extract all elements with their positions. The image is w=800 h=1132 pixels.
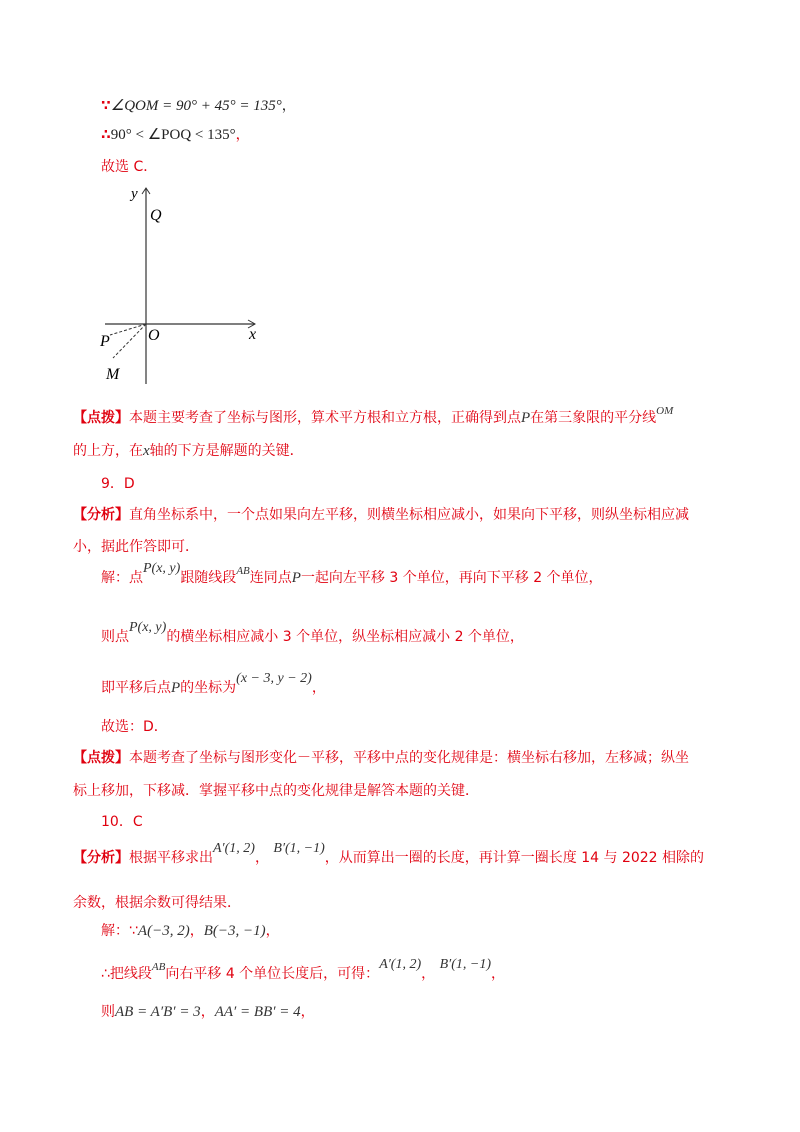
angle-poq-inequality: 90° < ∠POQ < 135°	[110, 127, 236, 143]
q10-analysis-line2: 余数，根据余数可得结果．	[73, 895, 241, 911]
separator: ，	[254, 850, 269, 866]
solution-text: 一起向左平移 3 个单位，再向下平移 2 个单位，	[300, 570, 603, 586]
a-prime-coordinate: A′(1, 2)	[379, 957, 422, 972]
solution-text: 跟随线段	[180, 570, 237, 586]
analysis-tag: 【分析】	[73, 507, 129, 523]
angle-qom-equation: ∠QOM = 90° + 45° = 135°	[110, 98, 282, 114]
solution-text: ，	[311, 680, 326, 696]
b-prime-coordinate: B′(1, −1)	[439, 957, 491, 972]
solution-text: 的坐标为	[180, 680, 237, 696]
separator: ，	[300, 1004, 315, 1020]
line-angle-poq	[101, 125, 250, 145]
segment-ab: AB	[151, 961, 166, 973]
origin-label: O	[148, 327, 160, 344]
solution-text: 解：点	[101, 570, 143, 586]
q9-solution-line3	[101, 671, 326, 699]
comment-text: 本题考查了坐标与图形变化－平移，平移中点的变化规律是：横坐标右移加，左移减；纵坐	[129, 750, 689, 766]
q9-solution-line1	[101, 561, 603, 589]
q9-solution-line2	[101, 620, 524, 648]
q8-comment-line1	[73, 405, 674, 429]
var-x: x	[143, 443, 150, 459]
therefore-symbol: ∴	[101, 127, 111, 143]
var-p: P	[291, 570, 301, 586]
x-axis-label: x	[249, 326, 257, 343]
comment-text: 轴的下方是解题的关键．	[149, 443, 304, 459]
analysis-text: ，从而算出一圈的长度，再计算一圈长度 14 与 2022 相除的	[324, 850, 705, 866]
solution-text: 解：∵	[101, 923, 138, 939]
q9-comment-line1	[73, 748, 689, 768]
point-pxy: P(x, y)	[143, 561, 181, 576]
comma: ，	[235, 127, 250, 143]
q10-solution-line3	[101, 1002, 315, 1022]
comment-tag: 【点拨】	[73, 750, 129, 766]
point-pxy: P(x, y)	[129, 620, 167, 635]
point-b: B(−3, −1)	[203, 923, 266, 939]
separator: ，	[421, 966, 436, 982]
point-m-label: M	[106, 366, 120, 383]
separator: ，	[200, 1004, 215, 1020]
line-angle-qom	[101, 96, 296, 116]
solution-text: 的横坐标相应减小 3 个单位，纵坐标相应减小 2 个单位，	[166, 629, 524, 645]
solution-text: 则点	[101, 629, 129, 645]
comment-tag: 【点拨】	[73, 410, 129, 426]
choose-c: 故选 C．	[101, 159, 158, 175]
q9-comment-line2: 标上移加，下移减．掌握平移中点的变化规律是解答本题的关键．	[73, 783, 479, 799]
y-axis-label: y	[131, 186, 138, 202]
q10-solution-line2	[101, 957, 505, 985]
q10-solution-line1	[101, 921, 280, 941]
equation-aa: AA′ = BB′ = 4	[214, 1004, 301, 1020]
var-om: OM	[656, 405, 674, 417]
solution-text: 则	[101, 1004, 115, 1020]
separator: ，	[265, 923, 280, 939]
separator: ，	[490, 966, 505, 982]
comment-text: 本题主要考查了坐标与图形，算术平方根和立方根，正确得到点	[129, 410, 521, 426]
coordinate-figure	[95, 180, 270, 390]
q8-comment-line2	[73, 441, 304, 461]
q10-analysis-line1	[73, 841, 705, 869]
point-a: A(−3, 2)	[137, 923, 190, 939]
translated-coordinate: (x − 3, y − 2)	[236, 671, 312, 686]
var-p: P	[521, 410, 531, 426]
analysis-text: 根据平移求出	[129, 850, 213, 866]
q9-analysis-line1	[73, 505, 689, 525]
analysis-tag: 【分析】	[73, 850, 129, 866]
point-p-label: P	[100, 333, 110, 350]
solution-text: 向右平移 4 个单位长度后，可得：	[165, 966, 380, 982]
because-symbol: ∵	[101, 98, 111, 114]
segment-ab: AB	[236, 565, 250, 577]
a-prime-coordinate: A′(1, 2)	[213, 841, 255, 856]
q9-choose: 故选：D．	[101, 719, 168, 735]
analysis-text: 直角坐标系中，一个点如果向左平移，则横坐标相应减小，如果向下平移，则纵坐标相应减	[129, 507, 689, 523]
q9-answer: 9．D	[101, 476, 135, 492]
comment-text: 在第三象限的平分线	[530, 410, 657, 426]
solution-text: ∴把线段	[101, 966, 152, 982]
comma: ，	[281, 98, 296, 114]
solution-text: 连同点	[249, 570, 292, 586]
solution-text: 即平移后点	[101, 680, 171, 696]
equation-ab: AB = A′B′ = 3	[115, 1004, 201, 1020]
comment-text: 的上方，在	[73, 443, 143, 459]
b-prime-coordinate: B′(1, −1)	[273, 841, 325, 856]
var-p: P	[171, 680, 181, 696]
point-q-label: Q	[150, 207, 162, 224]
separator: ，	[189, 923, 204, 939]
q9-analysis-line2: 小，据此作答即可．	[73, 539, 199, 555]
q10-answer: 10．C	[101, 814, 143, 830]
